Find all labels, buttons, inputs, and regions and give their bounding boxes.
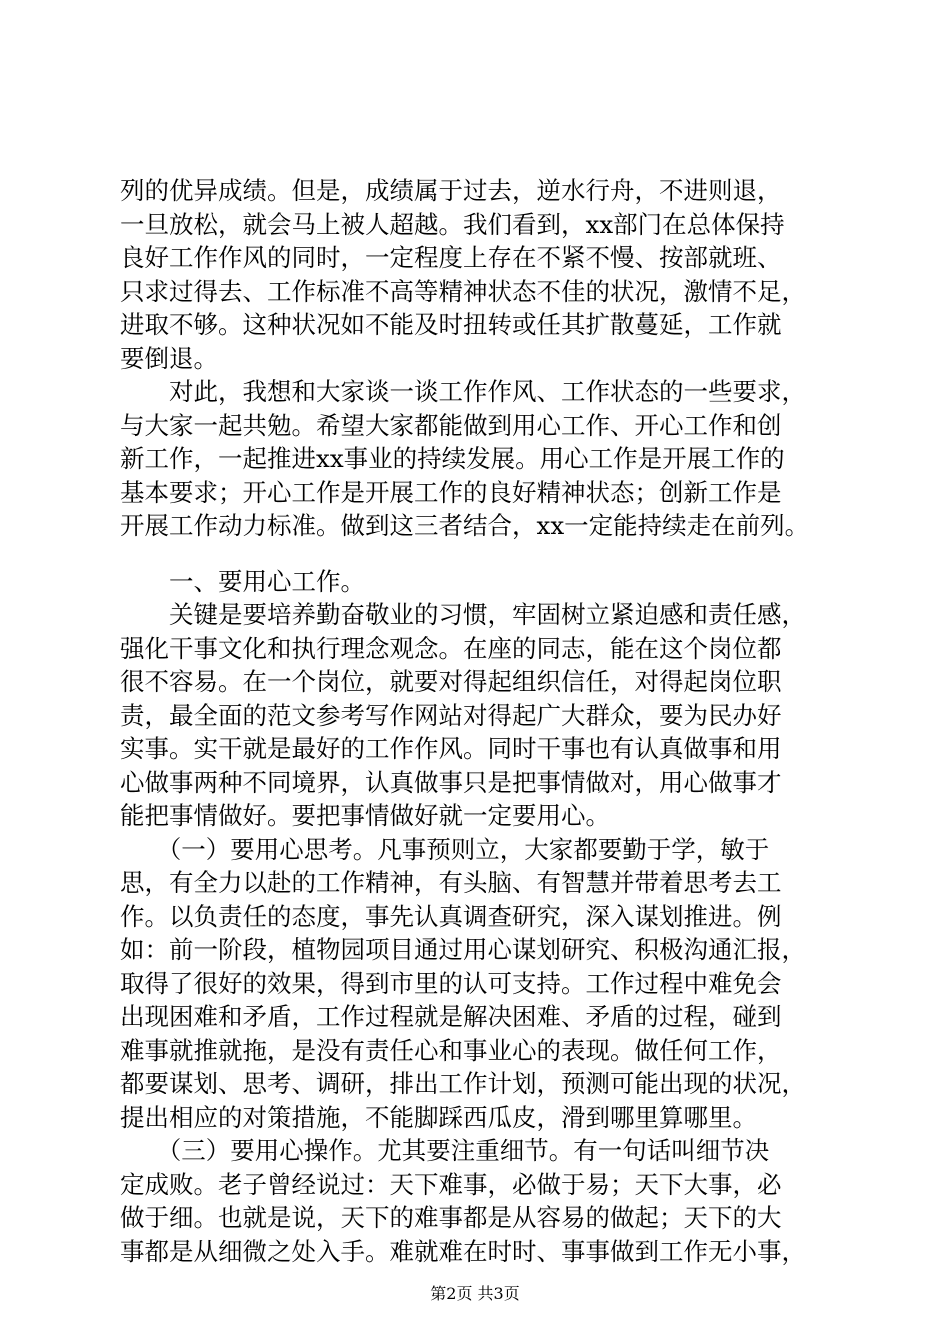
paragraph-block-1 bbox=[120, 174, 840, 543]
text-line: 都要谋划、思考、调研，排出工作计划，预测可能出现的状况， bbox=[120, 1069, 806, 1098]
text-line: 能把事情做好。要把事情做好就一定要用心。 bbox=[120, 801, 610, 830]
text-line: 出现困难和矛盾，工作过程就是解决困难、矛盾的过程，碰到 bbox=[120, 1002, 782, 1031]
text-line: （三）要用心操作。尤其要注重细节。有一句话叫细节决 bbox=[120, 1136, 770, 1165]
page-footer: 第2页 共3页 bbox=[430, 1284, 520, 1303]
text-line: 强化干事文化和执行理念观念。在座的同志，能在这个岗位都 bbox=[120, 633, 782, 663]
text-line: （一）要用心思考。凡事预则立，大家都要勤于学，敏于 bbox=[120, 834, 770, 864]
text-line: 一、要用心工作。 bbox=[120, 566, 365, 596]
text-line: 事都是从细微之处入手。难就难在时时、事事做到工作无小事， bbox=[120, 1236, 806, 1266]
text-line: 一旦放松，就会马上被人超越。我们看到，xx部门在总体保持 bbox=[120, 209, 785, 239]
text-line: 良好工作作风的同时，一定程度上存在不紧不慢、按部就班、 bbox=[120, 243, 782, 272]
document-body bbox=[120, 174, 840, 1268]
paragraph-block-2 bbox=[120, 565, 840, 1269]
text-line: 进取不够。这种状况如不能及时扭转或任其扩散蔓延，工作就 bbox=[120, 310, 782, 339]
text-line: 要倒退。 bbox=[120, 343, 218, 373]
text-line: 难事就推就拖，是没有责任心和事业心的表现。做任何工作， bbox=[120, 1035, 782, 1065]
text-line: 只求过得去、工作标准不高等精神状态不佳的状况，激情不足， bbox=[120, 276, 806, 306]
text-line: 关键是要培养勤奋敬业的习惯，牢固树立紧迫感和责任感， bbox=[120, 600, 806, 629]
text-line: 很不容易。在一个岗位，就要对得起组织信任，对得起岗位职 bbox=[120, 667, 782, 696]
text-line: 列的优异成绩。但是，成绩属于过去，逆水行舟，不进则退， bbox=[120, 176, 782, 205]
text-line: 实事。实干就是最好的工作作风。同时干事也有认真做事和用 bbox=[120, 734, 782, 763]
text-line: 取得了很好的效果，得到市里的认可支持。工作过程中难免会 bbox=[120, 968, 782, 998]
text-line: 新工作，一起推进xx事业的持续发展。用心工作是开展工作的 bbox=[120, 444, 785, 473]
text-line: 对此，我想和大家谈一谈工作作风、工作状态的一些要求， bbox=[120, 377, 806, 406]
text-line: 与大家一起共勉。希望大家都能做到用心工作、开心工作和创 bbox=[120, 410, 782, 440]
text-line: 做于细。也就是说，天下的难事都是从容易的做起；天下的大 bbox=[120, 1203, 782, 1232]
text-line: 作。以负责任的态度，事先认真调查研究，深入谋划推进。例 bbox=[120, 901, 782, 931]
text-line: 思，有全力以赴的工作精神，有头脑、有智慧并带着思考去工 bbox=[120, 868, 782, 897]
text-line: 基本要求；开心工作是开展工作的良好精神状态；创新工作是 bbox=[120, 477, 782, 507]
text-line: 心做事两种不同境界，认真做事只是把事情做对，用心做事才 bbox=[120, 767, 782, 797]
text-line: 定成败。老子曾经说过：天下难事，必做于易；天下大事，必 bbox=[120, 1169, 782, 1199]
text-line: 开展工作动力标准。做到这三者结合，xx一定能持续走在前列。 bbox=[120, 511, 810, 540]
text-line: 责，最全面的范文参考写作网站对得起广大群众，要为民办好 bbox=[120, 700, 782, 730]
paragraph-gap bbox=[120, 543, 840, 565]
text-line: 提出相应的对策措施，不能脚踩西瓜皮，滑到哪里算哪里。 bbox=[120, 1102, 757, 1132]
text-line: 如：前一阶段，植物园项目通过用心谋划研究、积极沟通汇报， bbox=[120, 935, 806, 964]
